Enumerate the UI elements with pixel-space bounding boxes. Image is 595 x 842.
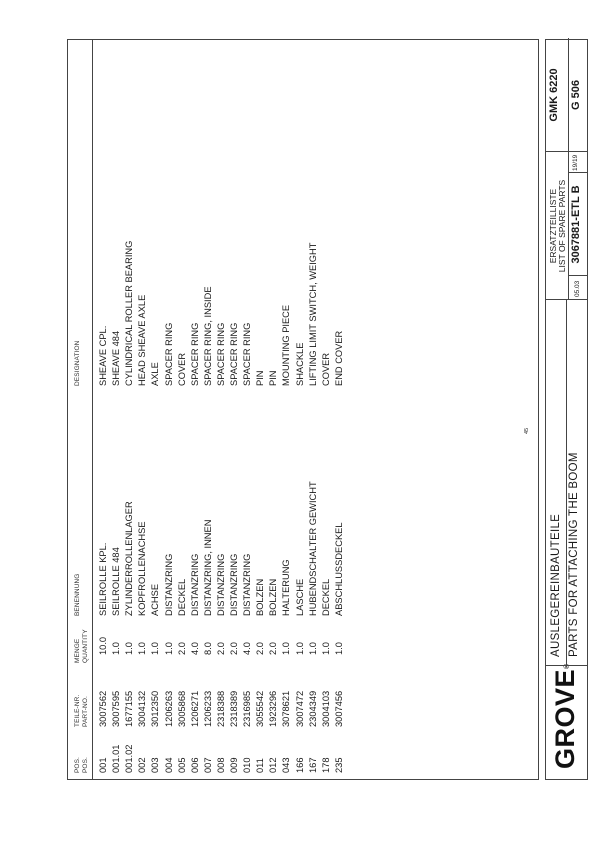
list-title-english: LIST OF SPARE PARTS	[557, 179, 567, 273]
cell-quantity: 1.0	[137, 642, 148, 655]
title-english: PARTS FOR ATTACHING THE BOOM	[568, 452, 580, 657]
cell-designation: COVER	[320, 352, 331, 386]
list-title-german: ERSATZTEILLISTE	[548, 188, 558, 264]
cell-part-no: 3007472	[294, 690, 305, 727]
table-row	[240, 40, 254, 779]
header-quantity	[74, 629, 89, 663]
cell-quantity: 1.0	[320, 642, 331, 655]
cell-part-no: 3007562	[98, 690, 108, 727]
cell-benennung: DECKEL	[176, 578, 187, 616]
cell-pos: 001.02	[124, 744, 135, 773]
cell-quantity: 2.0	[176, 642, 187, 655]
model-number: GMK 6220	[548, 68, 560, 122]
cell-designation: SPACER RING	[163, 322, 174, 386]
cell-quantity: 4.0	[242, 642, 253, 655]
cell-benennung: ACHSE	[150, 583, 161, 616]
cell-benennung: DISTANZRING, INNEN	[202, 519, 213, 616]
header-part-no-en: PART-NO.	[81, 696, 89, 727]
cell-part-no: 1677155	[124, 690, 135, 727]
cell-part-no: 3078621	[281, 690, 292, 727]
cell-pos: 235	[333, 757, 344, 773]
table-row	[266, 40, 280, 779]
cell-designation: SHEAVE CPL.	[98, 325, 108, 386]
cell-quantity: 1.0	[150, 642, 161, 655]
cell-part-no: 1206271	[189, 690, 200, 727]
cell-pos: 009	[229, 757, 239, 773]
cell-pos: 005	[176, 757, 187, 773]
table-row	[109, 40, 123, 779]
cell-part-no: 2304349	[307, 690, 318, 727]
cell-designation: COVER	[176, 352, 187, 386]
header-part-no-de: TEILE-NR.	[74, 694, 81, 727]
table-row	[96, 40, 110, 779]
date: 05.03	[574, 280, 581, 297]
header-quantity-de: MENGE	[74, 638, 81, 663]
table-row	[175, 40, 189, 779]
cell-benennung: BOLZEN	[255, 578, 266, 616]
cell-benennung: LASCHE	[294, 578, 305, 616]
sheet-number: 19/19	[572, 154, 579, 171]
cell-quantity: 1.0	[111, 642, 122, 655]
cell-pos: 006	[189, 757, 200, 773]
cell-quantity: 1.0	[124, 642, 135, 655]
cell-designation: SHACKLE	[294, 342, 305, 386]
cell-designation: MOUNTING PIECE	[281, 304, 292, 386]
cell-quantity: 8.0	[202, 642, 213, 655]
cell-pos: 003	[150, 757, 161, 773]
page-number: 45	[524, 427, 530, 434]
document-number: 3067881-ETL B	[570, 185, 582, 264]
cell-pos: 007	[202, 757, 213, 773]
cell-benennung: HALTERUNG	[281, 559, 292, 616]
header-designation: DESIGNATION	[74, 340, 81, 386]
cell-designation: PIN	[255, 370, 266, 386]
divider	[566, 300, 567, 666]
header-pos-en: POS.	[81, 757, 89, 773]
table-row	[214, 40, 228, 779]
cell-benennung: DISTANZRING	[163, 553, 174, 616]
cell-part-no: 1923296	[268, 690, 279, 727]
cell-quantity: 1.0	[333, 642, 344, 655]
cell-pos: 001	[98, 757, 108, 773]
parts-table	[67, 39, 539, 780]
cell-quantity: 1.0	[307, 642, 318, 655]
cell-quantity: 2.0	[229, 642, 239, 655]
cell-designation: PIN	[268, 370, 279, 386]
cell-designation: SHEAVE 484	[111, 330, 122, 386]
cell-quantity: 2.0	[268, 642, 279, 655]
cell-pos: 002	[137, 757, 148, 773]
cell-designation: SPACER RING	[215, 322, 226, 386]
table-row	[148, 40, 162, 779]
cell-pos: 010	[242, 757, 253, 773]
list-title	[549, 152, 567, 300]
cell-benennung: ZYLINDERROLLENLAGER	[124, 501, 135, 616]
header-quantity-en: QUANTITY	[81, 629, 89, 663]
header-part-no	[74, 695, 89, 727]
table-row	[122, 40, 136, 779]
cell-quantity: 1.0	[294, 642, 305, 655]
cell-designation: END COVER	[333, 330, 344, 386]
cell-benennung: KOPFROLLENACHSE	[137, 521, 148, 616]
cell-benennung: DISTANZRING	[215, 553, 226, 616]
title-german: AUSLEGEREINBAUTEILE	[550, 513, 562, 657]
cell-quantity: 1.0	[163, 642, 174, 655]
table-row	[227, 40, 241, 779]
divider	[568, 38, 569, 300]
cell-pos: 012	[268, 757, 279, 773]
logo-registered-mark: ®	[564, 663, 571, 669]
cell-designation: LIFTING LIMIT SWITCH, WEIGHT	[307, 242, 318, 386]
cell-benennung: DISTANZRING	[189, 553, 200, 616]
header-benennung: BENENNUNG	[74, 573, 81, 616]
cell-designation: AXLE	[150, 362, 161, 386]
cell-benennung: SEILROLLE KPL.	[98, 542, 108, 616]
table-row	[332, 40, 346, 779]
title-block	[545, 39, 588, 780]
cell-part-no: 3004103	[320, 690, 331, 727]
cell-benennung: BOLZEN	[268, 578, 279, 616]
table-row	[135, 40, 149, 779]
cell-designation: SPACER RING	[229, 322, 239, 386]
cell-designation: CYLINDRICAL ROLLER BEARING	[124, 240, 135, 386]
logo-text: GROVE	[550, 668, 580, 769]
cell-benennung: HUBENDSCHALTER GEWICHT	[307, 481, 318, 616]
cell-part-no: 3005868	[176, 690, 187, 727]
table-row	[188, 40, 202, 779]
cell-part-no: 3012350	[150, 690, 161, 727]
cell-part-no: 1206233	[202, 690, 213, 727]
cell-pos: 167	[307, 757, 318, 773]
cell-quantity: 10.0	[98, 636, 108, 655]
header-pos	[74, 757, 89, 773]
header-rule	[92, 40, 93, 779]
header-pos-de: POS.	[74, 757, 81, 773]
group-number: G 506	[570, 80, 582, 110]
table-row	[306, 40, 320, 779]
cell-pos: 004	[163, 757, 174, 773]
grove-logo	[550, 663, 581, 769]
cell-quantity: 4.0	[189, 642, 200, 655]
table-row	[319, 40, 333, 779]
cell-benennung: DISTANZRING	[242, 553, 253, 616]
cell-designation: SPACER RING, INSIDE	[202, 286, 213, 386]
table-row	[293, 40, 307, 779]
table-row	[279, 40, 293, 779]
cell-part-no: 3055542	[255, 690, 266, 727]
cell-designation: SPACER RING	[242, 322, 253, 386]
cell-part-no: 3004132	[137, 690, 148, 727]
cell-part-no: 1206263	[163, 690, 174, 727]
table-row	[162, 40, 176, 779]
cell-part-no: 2318389	[229, 690, 239, 727]
cell-quantity: 1.0	[281, 642, 292, 655]
cell-quantity: 2.0	[215, 642, 226, 655]
cell-benennung: DISTANZRING	[229, 553, 239, 616]
cell-part-no: 2318388	[215, 690, 226, 727]
cell-benennung: DECKEL	[320, 578, 331, 616]
cell-benennung: SEILROLLE 484	[111, 547, 122, 616]
cell-designation: SPACER RING	[189, 322, 200, 386]
cell-part-no: 2316985	[242, 690, 253, 727]
divider	[568, 172, 587, 173]
cell-pos: 043	[281, 757, 292, 773]
cell-pos: 178	[320, 757, 331, 773]
cell-part-no: 3007595	[111, 690, 122, 727]
cell-quantity: 2.0	[255, 642, 266, 655]
table-row	[253, 40, 267, 779]
cell-designation: HEAD SHEAVE AXLE	[137, 294, 148, 386]
cell-pos: 001.01	[111, 744, 122, 773]
table-row	[201, 40, 215, 779]
cell-pos: 008	[215, 757, 226, 773]
cell-part-no: 3007456	[333, 690, 344, 727]
cell-pos: 011	[255, 758, 266, 773]
cell-pos: 166	[294, 757, 305, 773]
cell-benennung: ABSCHLUSSDECKEL	[333, 522, 344, 616]
